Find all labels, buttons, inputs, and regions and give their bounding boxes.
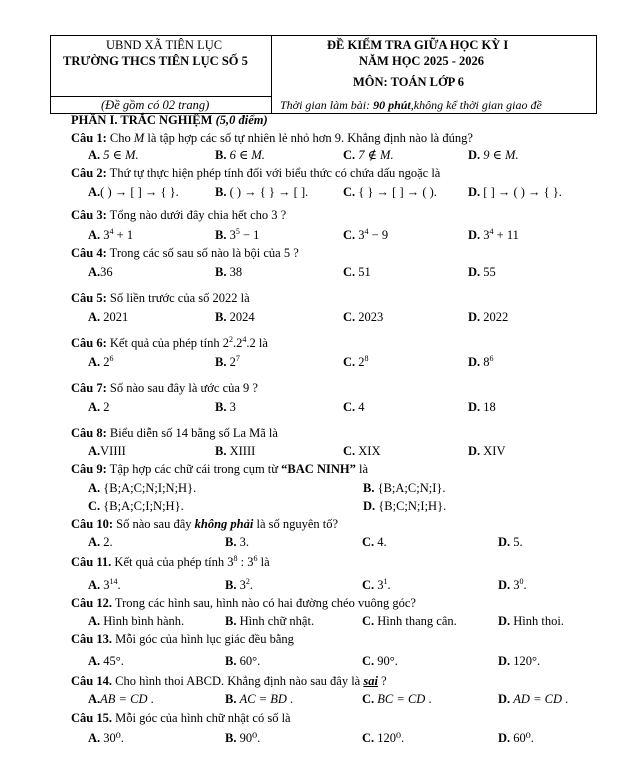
q12-option-c: C. Hình thang cân. bbox=[362, 614, 457, 628]
exam-title: ĐỀ KIỂM TRA GIỮA HỌC KỲ I bbox=[327, 38, 509, 52]
q11-option-b: B. $3^2$. bbox=[225, 577, 253, 592]
q15-option-a: A. 30⁰. bbox=[88, 731, 124, 745]
q6-option-c: C. $2^8$ bbox=[343, 354, 369, 369]
q2-option-d: D. [ ] → ( ) → { }. bbox=[468, 185, 562, 199]
q9-option-b: B. {B;A;C;N;I}. bbox=[363, 481, 446, 495]
q4-option-c: C. 51 bbox=[343, 265, 371, 279]
q7-option-d: D. 18 bbox=[468, 400, 496, 414]
q9-option-d: D. {B;C;N;I;H}. bbox=[363, 499, 447, 513]
q10-option-b: B. 3. bbox=[225, 535, 249, 549]
q5-option-d: D. 2022 bbox=[468, 310, 509, 324]
q3-option-b: B. $3^5 - 1$ bbox=[215, 227, 260, 242]
q4-option-b: B. 38 bbox=[215, 265, 243, 279]
q11-option-a: A. $3^{14}$. bbox=[88, 577, 121, 592]
question-15: Câu 15. Mỗi góc của hình chữ nhật có số là bbox=[71, 711, 291, 725]
question-3: Câu 3: Tổng nào dưới đây chia hết cho 3 ? bbox=[71, 208, 287, 222]
q4-option-d: D. 55 bbox=[468, 265, 496, 279]
q4-option-a: A.36 bbox=[88, 265, 113, 279]
q1-option-b: B. 6 ∈ M. bbox=[215, 148, 265, 162]
question-7: Câu 7: Số nào sau đây là ước của 9 ? bbox=[71, 381, 258, 395]
q1-option-d: D. 9 ∈ M. bbox=[468, 148, 519, 162]
q3-option-d: D. $3^4 + 11$ bbox=[468, 227, 519, 242]
q2-option-b: B. ( ) → { } → [ ]. bbox=[215, 185, 309, 199]
header-box bbox=[50, 35, 597, 114]
q10-option-a: A. 2. bbox=[88, 535, 113, 549]
q14-option-d: D. AD = CD . bbox=[498, 692, 569, 706]
q5-option-c: C. 2023 bbox=[343, 310, 384, 324]
q7-option-c: C. 4 bbox=[343, 400, 365, 414]
question-6: Câu 6: Kết quả của phép tính $2^2.2^4.2$ là bbox=[71, 335, 268, 350]
question-5: Câu 5: Số liền trước của số 2022 là bbox=[71, 291, 250, 305]
q8-option-a: A.VIIII bbox=[88, 444, 126, 458]
q6-option-a: A. $2^6$ bbox=[88, 354, 114, 369]
q11-option-c: C. $3^1$. bbox=[362, 577, 391, 592]
question-14: Câu 14. Cho hình thoi ABCD. Khẳng định nào sau đây là sai ? bbox=[71, 674, 387, 688]
q2-option-c: C. { } → [ ] → ( ). bbox=[343, 185, 437, 199]
q9-option-c: C. {B;A;C;I;N;H}. bbox=[88, 499, 184, 513]
q14-option-b: B. AC = BD . bbox=[225, 692, 294, 706]
subject: MÔN: TOÁN LỚP 6 bbox=[353, 75, 465, 89]
question-2: Câu 2: Thứ tự thực hiện phép tính đối với biểu thức có chứa dấu ngoặc là bbox=[71, 166, 441, 180]
q6-option-d: D. $8^6$ bbox=[468, 354, 494, 369]
q12-option-b: B. Hình chữ nhật. bbox=[225, 614, 315, 628]
question-10: Câu 10: Số nào sau đây không phải là số nguyên tố? bbox=[71, 517, 339, 531]
q5-option-b: B. 2024 bbox=[215, 310, 255, 324]
q12-option-d: D. Hình thoi. bbox=[498, 614, 564, 628]
school-year: NĂM HỌC 2025 - 2026 bbox=[359, 54, 484, 68]
q8-option-b: B. XIIII bbox=[215, 444, 256, 458]
q13-option-a: A. 45°. bbox=[88, 654, 124, 668]
q15-option-d: D. 60⁰. bbox=[498, 731, 534, 745]
q13-option-d: D. 120°. bbox=[498, 654, 541, 668]
q8-option-c: C. XIX bbox=[343, 444, 381, 458]
school-name: TRƯỜNG THCS TIÊN LỤC SỐ 5 bbox=[63, 54, 248, 68]
section-title: PHẦN I. TRẮC NGHIỆM (5,0 điểm) bbox=[71, 113, 268, 127]
q13-option-c: C. 90°. bbox=[362, 654, 398, 668]
q3-option-a: A. $3^4 + 1$ bbox=[88, 227, 134, 242]
q1-option-c: C. 7 ∉ M. bbox=[343, 148, 394, 162]
q5-option-a: A. 2021 bbox=[88, 310, 129, 324]
question-11: Câu 11. Kết quả của phép tính $3^8$ : $3^6$ là bbox=[71, 554, 270, 569]
q7-option-b: B. 3 bbox=[215, 400, 236, 414]
time-allowed: Thời gian làm bài: 90 phút,không kể thời gian giao đề bbox=[280, 98, 542, 112]
q15-option-b: B. 90⁰. bbox=[225, 731, 261, 745]
question-4: Câu 4: Trong các số sau số nào là bội của 5 ? bbox=[71, 246, 299, 260]
q10-option-d: D. 5. bbox=[498, 535, 523, 549]
district-name: UBND XÃ TIÊN LỤC bbox=[106, 38, 223, 52]
q6-option-b: B. $2^7$ bbox=[215, 354, 240, 369]
q15-option-c: C. 120⁰. bbox=[362, 731, 405, 745]
question-13: Câu 13. Mỗi góc của hình lục giác đều bằng bbox=[71, 632, 294, 646]
q14-option-c: C. BC = CD . bbox=[362, 692, 432, 706]
q2-option-a: A.( ) → [ ] → { }. bbox=[88, 185, 179, 199]
q12-option-a: A. Hình bình hành. bbox=[88, 614, 185, 628]
q11-option-d: D. $3^0$. bbox=[498, 577, 527, 592]
q8-option-d: D. XIV bbox=[468, 444, 506, 458]
question-1: Câu 1: Cho M là tập hợp các số tự nhiên lẻ nhỏ hơn 9. Khẳng định nào là đúng? bbox=[71, 131, 473, 145]
header-horizontal-divider bbox=[51, 96, 271, 97]
q14-option-a: A.AB = CD . bbox=[88, 692, 154, 706]
header-vertical-divider bbox=[271, 36, 272, 113]
question-9: Câu 9: Tập hợp các chữ cái trong cụm từ “BAC NINH” là bbox=[71, 462, 368, 476]
q10-option-c: C. 4. bbox=[362, 535, 387, 549]
q1-option-a: A. 5 ∈ M. bbox=[88, 148, 139, 162]
q9-option-a: A. {B;A;C;N;I;N;H}. bbox=[88, 481, 197, 495]
q13-option-b: B. 60°. bbox=[225, 654, 261, 668]
q3-option-c: C. $3^4 - 9$ bbox=[343, 227, 389, 242]
q7-option-a: A. 2 bbox=[88, 400, 110, 414]
page-count-note: (Đề gồm có 02 trang) bbox=[101, 98, 210, 112]
question-12: Câu 12. Trong các hình sau, hình nào có hai đường chéo vuông góc? bbox=[71, 596, 416, 610]
question-8: Câu 8: Biểu diễn số 14 bằng số La Mã là bbox=[71, 426, 278, 440]
